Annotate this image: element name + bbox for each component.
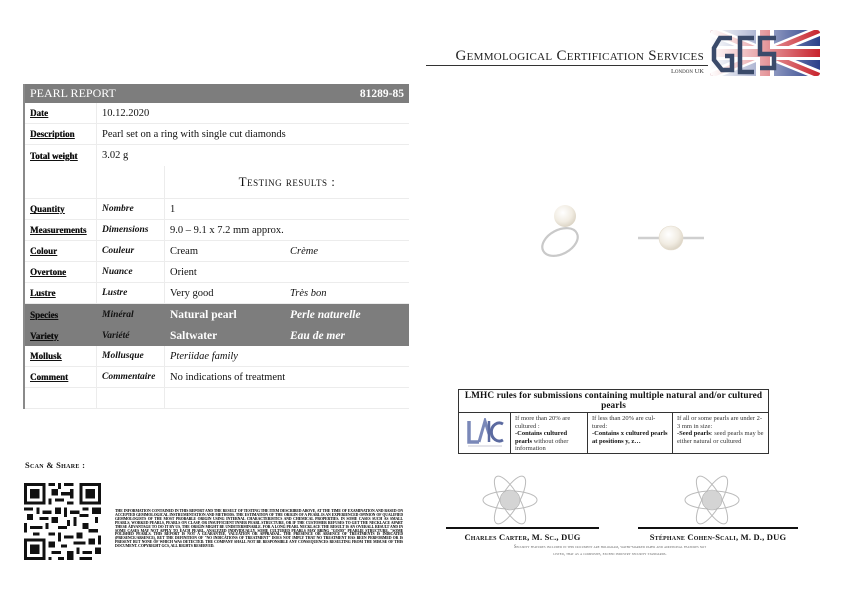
signature-right bbox=[638, 527, 798, 542]
label-fr: Nombre bbox=[97, 199, 165, 219]
value-fr: Crème bbox=[290, 245, 318, 257]
row-lustre bbox=[25, 283, 409, 304]
header-rule bbox=[426, 65, 708, 66]
row-species bbox=[25, 304, 409, 325]
rule-intro: If more than 20% are cultured : bbox=[515, 415, 571, 430]
scan-share-label: Scan & Share : bbox=[25, 460, 86, 470]
value: Pteriidae family bbox=[170, 350, 238, 362]
label-fr: Couleur bbox=[97, 241, 165, 261]
report-number: 81289-85 bbox=[359, 87, 404, 100]
lmhc-rule-less-than-20 bbox=[588, 413, 673, 453]
spacer-cell bbox=[165, 388, 409, 408]
label-en: Comment bbox=[25, 367, 97, 387]
report-title: PEARL REPORT bbox=[30, 86, 116, 100]
rule-rest: without other information bbox=[515, 437, 569, 453]
union-jack-flag-icon bbox=[710, 30, 820, 76]
row-measurements bbox=[25, 220, 409, 241]
label-fr: Minéral bbox=[97, 304, 165, 325]
label-en: Mollusk bbox=[25, 346, 97, 366]
signature-line bbox=[638, 527, 798, 529]
label-en: Colour bbox=[25, 241, 97, 261]
atom-seal-icon bbox=[682, 470, 742, 530]
signature-line bbox=[446, 527, 599, 529]
rule-intro: If all or some pearls are under 2-3 mm in size: bbox=[677, 415, 763, 430]
label-en: Overtone bbox=[25, 262, 97, 282]
label-en: Species bbox=[25, 304, 97, 325]
row-empty bbox=[25, 388, 409, 409]
label-fr: Variété bbox=[97, 325, 165, 346]
rule-bold: -Contains x cultured pearls at positions y, z… bbox=[592, 430, 668, 445]
value-fr bbox=[285, 199, 409, 219]
label-en: Measurements bbox=[25, 220, 97, 240]
label-en: Quantity bbox=[25, 199, 97, 219]
spacer-cell bbox=[97, 166, 165, 198]
spacer-cell bbox=[25, 166, 97, 198]
value: Very good bbox=[170, 287, 214, 299]
label-fr: Lustre bbox=[97, 283, 165, 303]
ring-photo-angled bbox=[536, 200, 596, 260]
description-label: Description bbox=[25, 124, 97, 144]
row-colour bbox=[25, 241, 409, 262]
atom-seal-icon bbox=[480, 470, 540, 530]
gcs-logo bbox=[710, 30, 820, 76]
row-overtone bbox=[25, 262, 409, 283]
spacer-cell bbox=[97, 388, 165, 408]
label-en: Variety bbox=[25, 325, 97, 346]
ring-photo-top bbox=[636, 220, 706, 256]
label-fr: Mollusque bbox=[97, 346, 165, 366]
row-comment bbox=[25, 367, 409, 388]
testing-results-heading-row bbox=[25, 166, 409, 199]
value-fr: Perle naturelle bbox=[290, 308, 361, 321]
value: Orient bbox=[170, 266, 197, 278]
row-description bbox=[25, 124, 409, 145]
lmhc-title: LMHC rules for submissions containing multiple natural and/or cultured pearls bbox=[459, 389, 768, 413]
signatory-name: Stéphane Cohen-Scali, M. D., DUG bbox=[649, 532, 787, 542]
company-location: London UK bbox=[670, 68, 704, 75]
rule-rest: : seed pearls may be either natural or cultured bbox=[677, 430, 764, 445]
lmhc-logo-icon bbox=[465, 418, 505, 448]
lmhc-logo bbox=[459, 413, 511, 453]
rule-bold: -Seed pearls bbox=[677, 430, 711, 438]
value: Cream bbox=[170, 245, 198, 257]
report-header bbox=[25, 84, 409, 103]
rule-bold: -Contains cultured pearls bbox=[515, 430, 568, 445]
spacer-cell bbox=[25, 388, 97, 408]
value: No indications of treatment bbox=[170, 371, 286, 383]
security-note: Security features included in this document are hologram, water-marked paper and additional features not listed, that as a composite, exceed industry security standards. bbox=[513, 545, 707, 558]
label-fr: Commentaire bbox=[97, 367, 165, 387]
row-total-weight bbox=[25, 145, 409, 166]
value-fr bbox=[285, 262, 409, 282]
legal-disclaimer: THE INFORMATION CONTAINED IN THIS REPORT AND THE RESULT OF TESTING THE ITEM DESCRIBED ABOVE, AT THE TIME OF EXAMINATION AND BASED ON ACCEPTED GEMMOLOGICAL INSTRUMENTATION AND METHODS. THE ESTIMATION OF THE ORIGIN OF A PEARL IS AN EXPERIENCED OPINION OF QUALIFIED GEMMOLOGISTS OF THE MOST PROBABLE ORIGIN USING INTERNAL CHARACTERISTICS AND CHEMICAL PROPERTIES. IN SOME CASES SUCH AS SMALL PEARLS, WORKED PEARLS, PEARLS ON CLASP, OR INSUFFICIENT INNER PEARL STRUCTURE, OR IF THE CUSTOMER REFUSES TO GET THE NECKLACE APART THESE ADVANTAGE TO DO IT BY US, THE ORIGIN MIGHT BE UNDETERMINABLE. FOR A LONG PEARL NECKLACE THE RESULT IS AN OVERALL RESULT AND IN SOME CASES MAY NOT APPLY TO EACH PEARL. ANALYZED INDIVIDUALLY, SOME CULTURED PEARLS MAY BRING "GOOD" PEARLIE STRUCTURE. "SOME POLISHED PEARLS. THIS REPORT IS NOT A GUARANTEE, VALUATION OR APPRAISAL. THE PRESENCE OR ABSENCE OF TREATMENTS IS INDICATED (PRESENCE/ABSENCE), BUT THE DEFINITION OF "NO INDICATIONS OF TREATMENT" DOES NOT IMPLY THAT NO TREATMENT HAS BEEN PERFORMED OR IS PRESENT BUT NONE OF WHICH WAS DETECTED. THE COMPANY SHALL NOT BE RESPONSIBLE ANY CONSEQUENCES RESULTING FROM THE MISUSE OF THIS DOCUMENT. COPYRIGHT GCS, ALL RIGHTS RESERVED. bbox=[115, 509, 403, 549]
qr-code-icon[interactable] bbox=[24, 483, 101, 560]
signature-left bbox=[446, 527, 599, 542]
lmhc-rule-more-than-20 bbox=[511, 413, 588, 453]
row-quantity bbox=[25, 199, 409, 220]
label-fr: Nuance bbox=[97, 262, 165, 282]
testing-results-title: Testing results : bbox=[238, 174, 336, 189]
value: 1 bbox=[170, 203, 176, 215]
lmhc-rule-seed-pearls bbox=[673, 413, 768, 453]
brand-header bbox=[426, 48, 708, 75]
row-mollusk bbox=[25, 346, 409, 367]
value-fr: Eau de mer bbox=[290, 329, 345, 342]
weight-value: 3.02 g bbox=[102, 150, 129, 161]
weight-label: Total weight bbox=[25, 145, 97, 166]
value: Natural pearl bbox=[170, 308, 237, 321]
row-variety bbox=[25, 325, 409, 346]
lmhc-rules-box bbox=[458, 389, 769, 454]
value-fr: Très bon bbox=[290, 287, 327, 299]
value: 9.0 – 9.1 x 7.2 mm approx. bbox=[170, 224, 284, 236]
description-value: Pearl set on a ring with single cut diamonds bbox=[102, 128, 286, 140]
label-en: Lustre bbox=[25, 283, 97, 303]
row-date bbox=[25, 103, 409, 124]
rule-intro: If less than 20% are cul-tured: bbox=[592, 415, 656, 430]
label-fr: Dimensions bbox=[97, 220, 165, 240]
company-name: Gemmological Certification Services bbox=[455, 48, 704, 64]
date-value: 10.12.2020 bbox=[102, 107, 150, 119]
date-label: Date bbox=[25, 103, 97, 123]
value: Saltwater bbox=[170, 329, 218, 342]
pearl-report-table bbox=[23, 84, 409, 409]
signatory-name: Charles Carter, M. Sc., DUG bbox=[464, 532, 581, 542]
